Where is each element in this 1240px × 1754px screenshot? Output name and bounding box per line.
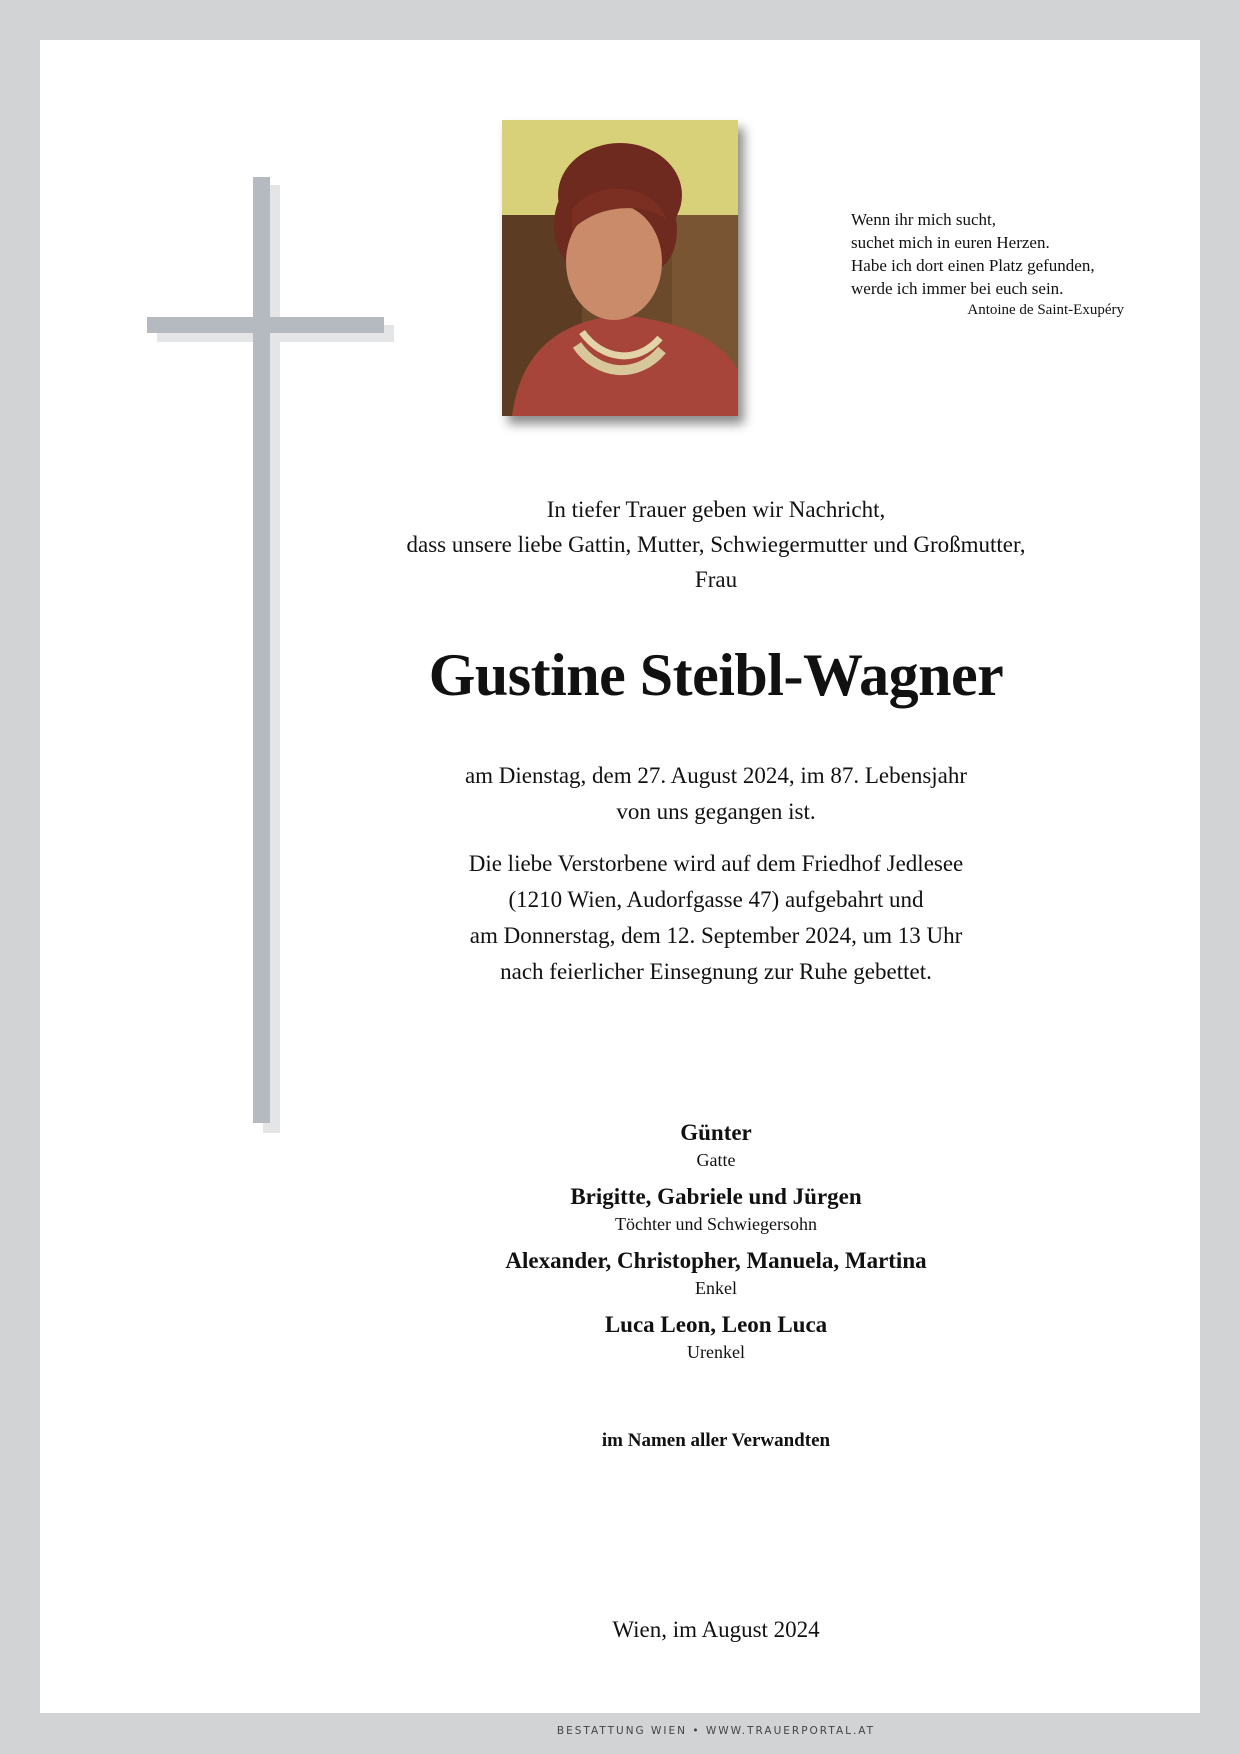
mourners-list	[360, 1118, 1072, 1374]
intro-line: Frau	[694, 567, 738, 592]
mourner-names: Günter	[680, 1120, 752, 1145]
funeral-line: (1210 Wien, Audorfgasse 47) aufgebahrt und	[508, 887, 924, 912]
funeral-line: nach feierlicher Einsegnung zur Ruhe gebettet.	[500, 959, 932, 984]
funeral-line: am Donnerstag, dem 12. September 2024, um 13 Uhr	[469, 923, 963, 948]
death-notice	[360, 758, 1072, 830]
footer-credit: BESTATTUNG WIEN • WWW.TRAUERPORTAL.AT	[556, 1725, 876, 1737]
mourner-role: Urenkel	[687, 1342, 745, 1362]
quote-line: Wenn ihr mich sucht,	[851, 210, 996, 229]
deceased-name: Gustine Steibl-Wagner	[428, 642, 1004, 708]
obituary-card	[40, 40, 1200, 1737]
mourner-entry	[360, 1182, 1072, 1236]
quote-line: suchet mich in euren Herzen.	[851, 233, 1050, 252]
quote-block	[851, 208, 1124, 320]
intro-line: In tiefer Trauer geben wir Nachricht,	[546, 497, 886, 522]
relatives-note: im Namen aller Verwandten	[601, 1430, 831, 1451]
mourner-names: Alexander, Christopher, Manuela, Martina	[505, 1248, 927, 1273]
funeral-details	[360, 846, 1072, 990]
portrait-photo	[502, 120, 738, 416]
death-line: am Dienstag, dem 27. August 2024, im 87. Lebensjahr	[464, 763, 968, 788]
mourner-role: Enkel	[695, 1278, 737, 1298]
mourner-role: Töchter und Schwiegersohn	[615, 1214, 817, 1234]
mourner-role: Gatte	[696, 1150, 736, 1170]
quote-line: Habe ich dort einen Platz gefunden,	[851, 256, 1095, 275]
quote-line: werde ich immer bei euch sein.	[851, 279, 1064, 298]
mourner-entry	[360, 1118, 1072, 1172]
mourner-names: Brigitte, Gabriele und Jürgen	[570, 1184, 862, 1209]
place-date: Wien, im August 2024	[612, 1617, 820, 1642]
mourner-names: Luca Leon, Leon Luca	[604, 1312, 828, 1337]
funeral-line: Die liebe Verstorbene wird auf dem Friedhof Jedlesee	[468, 851, 964, 876]
mourner-entry	[360, 1310, 1072, 1364]
cross-beam	[147, 317, 384, 333]
quote-author: Antoine de Saint-Exupéry	[967, 302, 1124, 318]
mourner-entry	[360, 1246, 1072, 1300]
announcement-intro	[360, 492, 1072, 597]
death-line: von uns gegangen ist.	[616, 799, 816, 824]
intro-line: dass unsere liebe Gattin, Mutter, Schwiegermutter und Großmutter,	[406, 532, 1026, 557]
